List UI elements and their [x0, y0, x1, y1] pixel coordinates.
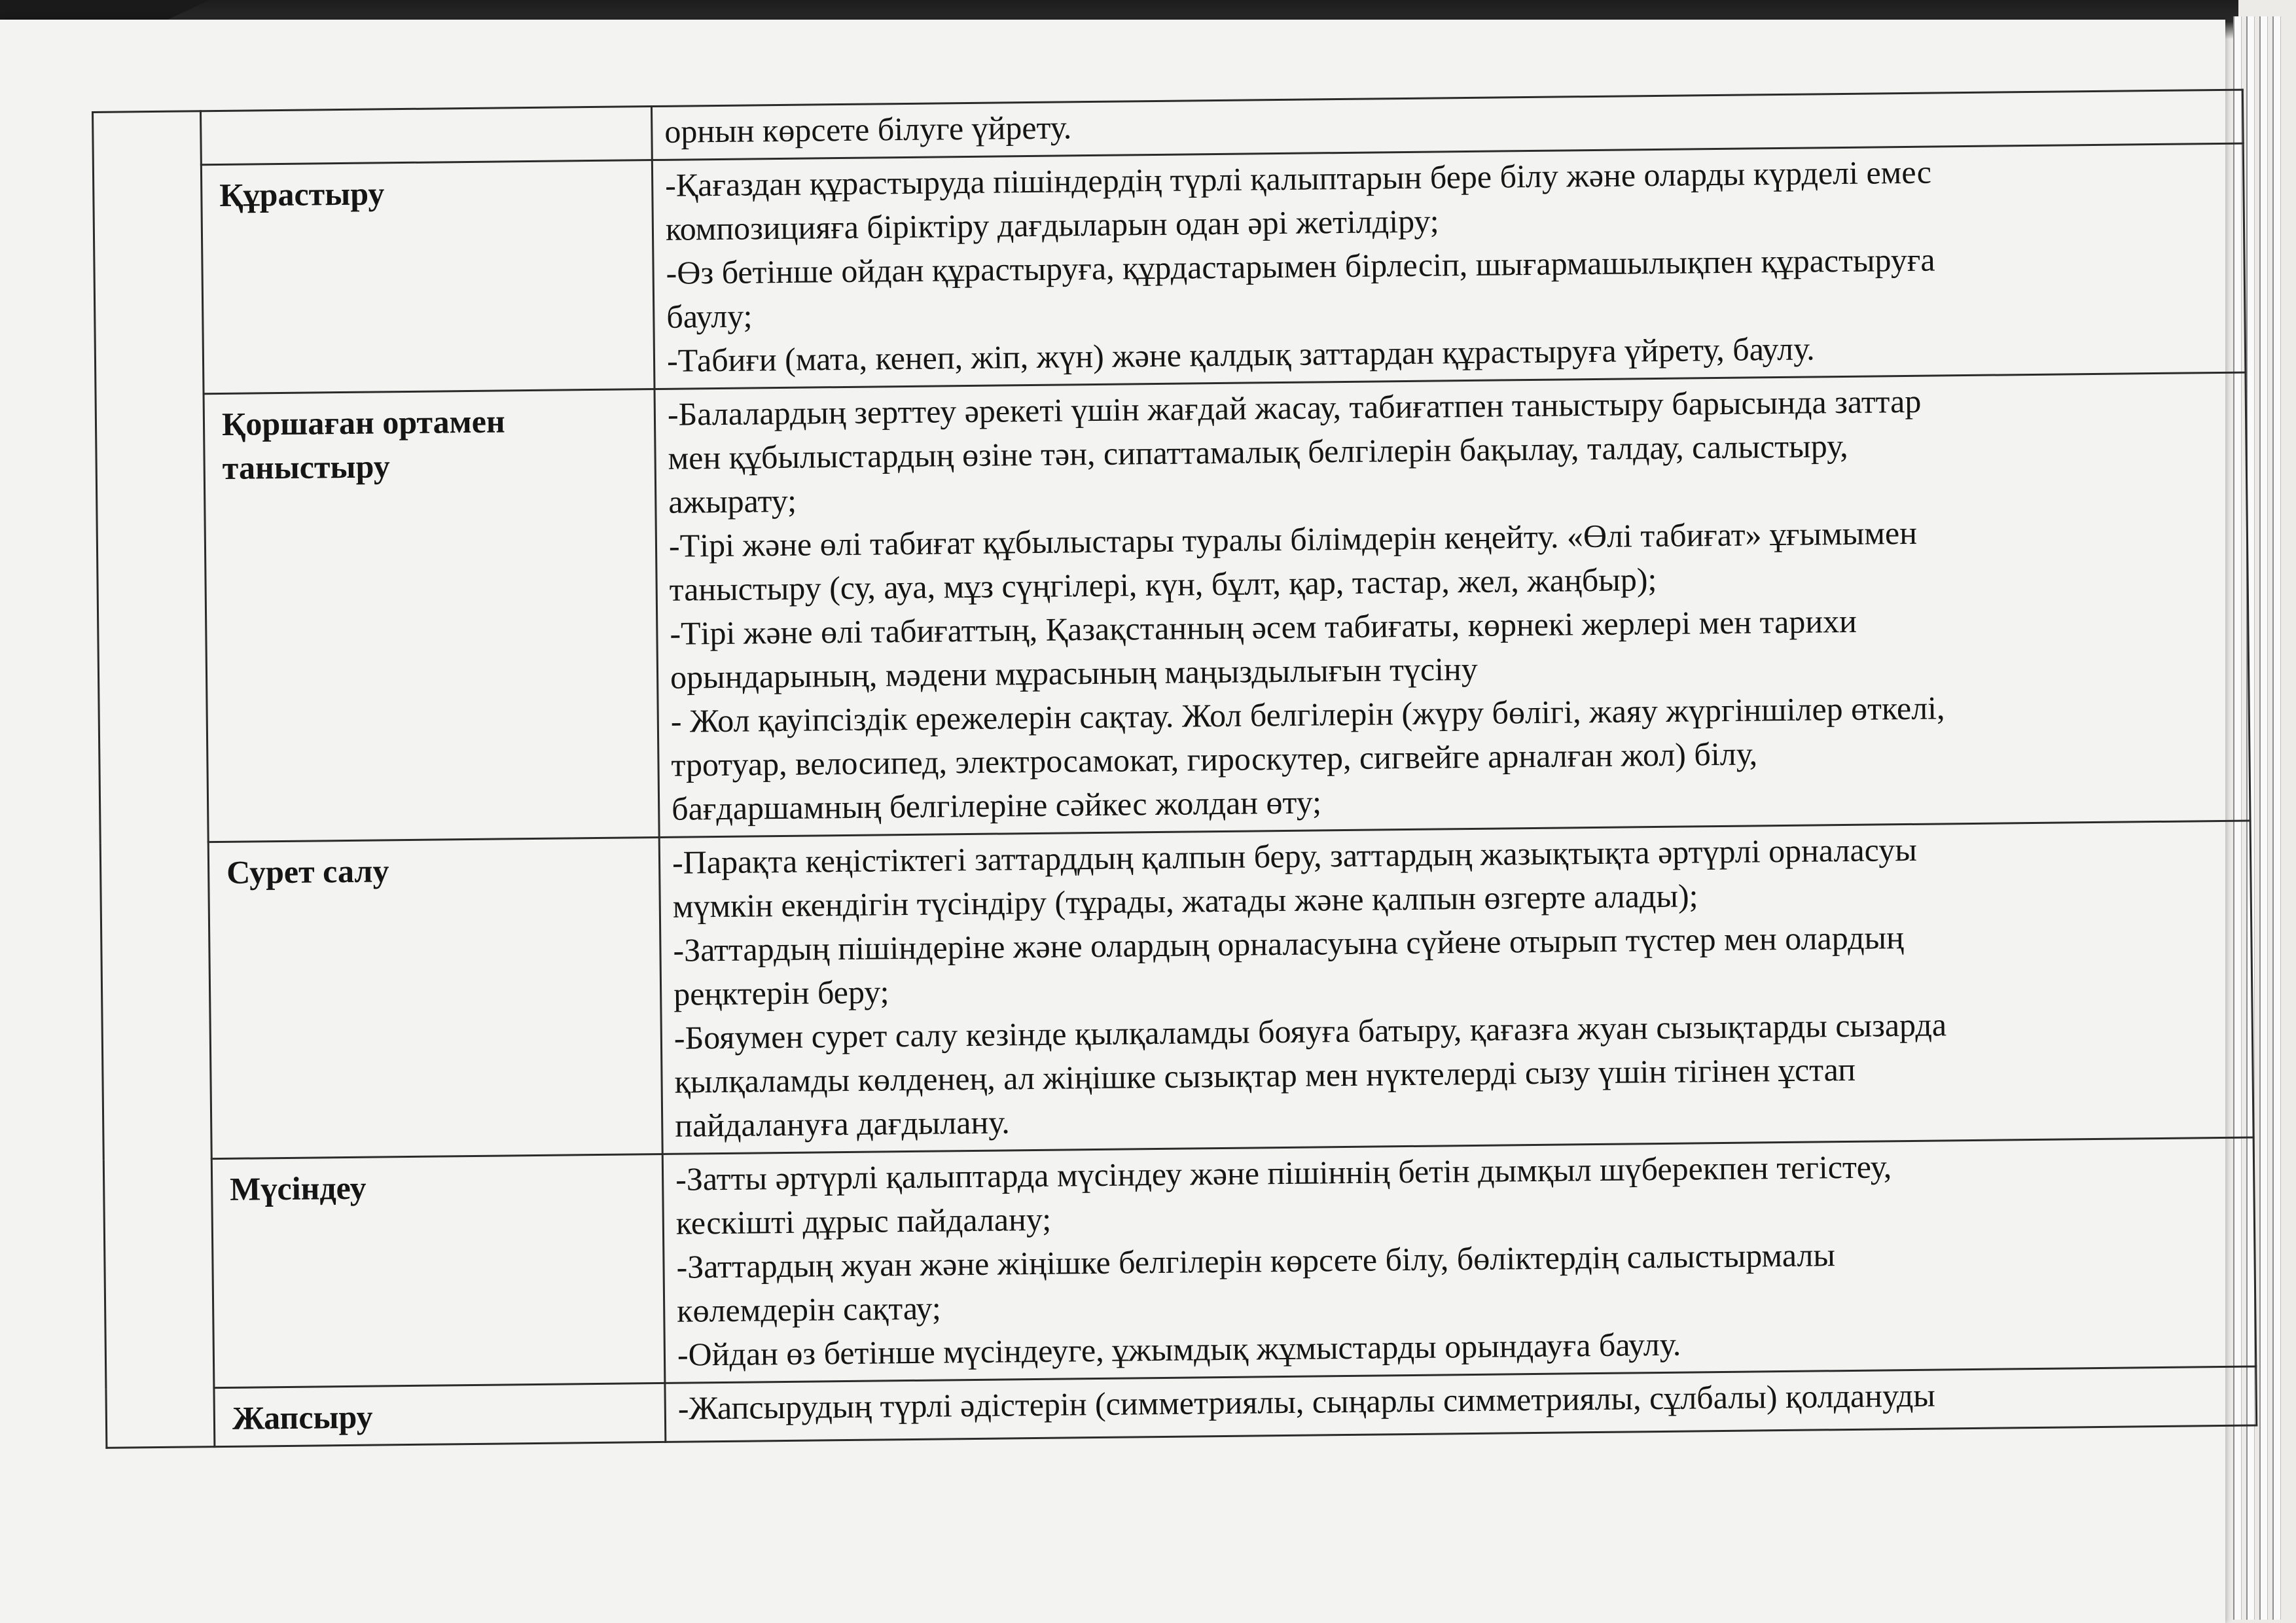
- content-line: баулу;: [666, 297, 753, 335]
- subject-cell: Сурет салу: [208, 837, 662, 1158]
- content-line: -Тірі және өлі табиғат құбылыстары туралы білімдерін кеңейту. «Өлі табиғат» ұғымымен: [668, 514, 1918, 564]
- left-margin-column: [93, 111, 215, 1448]
- content-line: пайдалануға дағдылану.: [674, 1103, 1010, 1144]
- content-line: таныстыру (су, ауа, мұз сүңгілері, күн, бұлт, қар, тастар, жел, жаңбыр);: [669, 560, 1657, 608]
- content-line: мен құбылыстардың өзіне тән, сипаттамалық белгілерін бақылау, талдау, салыстыру,: [668, 427, 1848, 476]
- content-cell: [659, 821, 2253, 1154]
- content-line: -Балалардың зерттеу әрекеті үшін жағдай жасау, табиғатпен таныстыру барысында заттар: [667, 382, 1922, 433]
- content-line: -Бояумен сурет салу кезінде қылқаламды бояуға батыру, қағазға жуан сызықтарды сызарда: [673, 1006, 1947, 1056]
- content-line: мүмкін екендігін түсіндіру (тұрады, жатады және қалпын өзгерте алады);: [672, 877, 1698, 925]
- subject-cell: [201, 107, 653, 165]
- content-line: -Тірі және өлі табиғаттың, Қазақстанның әсем табиғаты, көрнекі жерлері мен тарихи: [670, 602, 1857, 652]
- content-line: -Парақта кеңістіктегі заттарддың қалпын беру, заттардың жазықтықта әртүрлі орналасуы: [672, 830, 1918, 881]
- content-line: орнын көрсете білуге үйрету.: [664, 109, 1072, 150]
- page-edge-3: [2259, 16, 2268, 1620]
- subject-cell: Мүсіндеу: [211, 1154, 665, 1387]
- content-line: тротуар, велосипед, электросамокат, гироскутер, сигвейге арналған жол) білу,: [671, 735, 1758, 783]
- table-row: [103, 1137, 2255, 1389]
- content-cell: [662, 1137, 2256, 1383]
- content-line: -Заттардың пішіндеріне және олардың орналасуына сүйене отырып түстер мен олардың: [673, 919, 1905, 969]
- content-line: қылқаламды көлденең, ал жіңішке сызықтар мен нүктелерді сызу үшін тігінен ұстап: [674, 1050, 1856, 1100]
- content-line: -Заттардың жуан және жіңішке белгілерін көрсете білу, бөліктердің салыстырмалы: [676, 1236, 1836, 1285]
- content-line: - Жол қауіпсіздік ережелерін сақтау. Жол белгілерін (жүру бөлігі, жаяу жүргіншілер өткелі,: [670, 689, 1945, 740]
- content-line: -Жапсырудың түрлі әдістерін (симметриялы, сыңарлы симметриялы, сұлбалы) қолдануды: [677, 1376, 1936, 1427]
- content-cell: [652, 143, 2246, 389]
- subject-cell: Қоршаған ортамен таныстыру: [204, 389, 659, 842]
- content-line: ажырату;: [668, 482, 797, 520]
- content-line: көлемдерін сақтау;: [676, 1289, 942, 1329]
- content-line: орындарының, мәдени мұрасының маңыздылығын түсіну: [670, 650, 1479, 696]
- table-row: [96, 372, 2250, 843]
- content-line: бағдаршамның белгілеріне сәйкес жолдан өту;: [671, 783, 1322, 827]
- content-line: -Табиғи (мата, кенеп, жіп, жүн) және қалдық заттардан құрастыруға үйрету, баулу.: [666, 330, 1815, 379]
- content-line: кескішті дұрыс пайдалану;: [675, 1200, 1052, 1241]
- curriculum-table: [92, 89, 2257, 1449]
- content-line: реңктерін беру;: [673, 973, 889, 1012]
- table-row: [93, 143, 2245, 395]
- content-line: -Қағаздан құрастыруда пішіндердің түрлі қалыптарын бере білу және оларды күрделі емес: [664, 153, 1932, 204]
- content-line: композицияға біріктіру дағдыларын одан әрі жетілдіру;: [665, 202, 1439, 247]
- content-line: -Ойдан өз бетінше мүсіндеуге, ұжымдық жұмыстарды орындауға баулу.: [677, 1325, 1681, 1373]
- subject-cell: Құрастыру: [201, 160, 655, 394]
- page-edge-4: [2272, 16, 2281, 1620]
- table-row: [100, 821, 2253, 1160]
- content-line: -Затты әртүрлі қалыптарда мүсіндеу және пішіннің бетін дымқыл шүберекпен тегістеу,: [675, 1148, 1892, 1198]
- scanned-page: [0, 20, 2225, 1623]
- subject-cell: Жапсыру: [214, 1383, 666, 1446]
- content-line: -Өз бетінше ойдан құрастыруға, құрдастарымен бірлесіп, шығармашылықпен құрастыруға: [666, 241, 1935, 291]
- content-cell: [655, 372, 2250, 837]
